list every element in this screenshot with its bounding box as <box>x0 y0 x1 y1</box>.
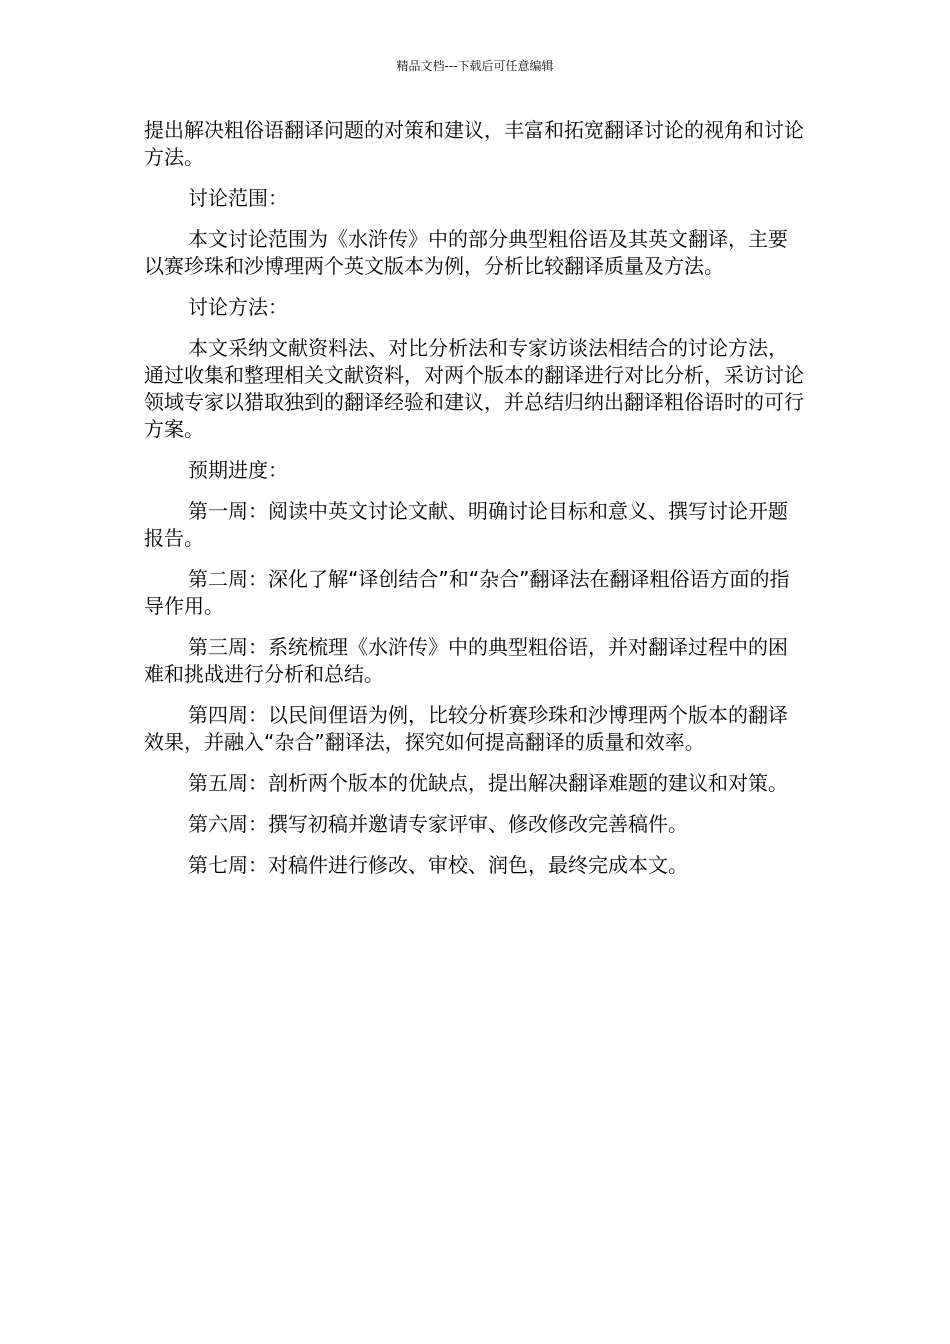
schedule-week-4: 第四周：以民间俚语为例，比较分析赛珍珠和沙博理两个版本的翻译效果，并融入“杂合”翻译法，探究如何提高翻译的质量和效率。 <box>144 703 788 754</box>
section-heading-method: 讨论方法： <box>188 295 288 319</box>
schedule-week-1: 第一周：阅读中英文讨论文献、明确讨论目标和意义、撰写讨论开题报告。 <box>144 499 788 550</box>
paragraph-intro-continuation: 提出解决粗俗语翻译问题的对策和建议，丰富和拓宽翻译讨论的视角和讨论方法。 <box>144 118 804 169</box>
schedule-week-7: 第七周：对稿件进行修改、审校、润色，最终完成本文。 <box>188 853 688 877</box>
document-body <box>144 117 804 879</box>
schedule-week-5: 第五周：剖析两个版本的优缺点，提出解决翻译难题的建议和对策。 <box>188 771 788 795</box>
schedule-week-2: 第二周：深化了解“译创结合”和“杂合”翻译法在翻译粗俗语方面的指导作用。 <box>144 567 790 618</box>
section-heading-schedule: 预期进度： <box>188 458 288 482</box>
schedule-week-3: 第三周：系统梳理《水浒传》中的典型粗俗语，并对翻译过程中的困难和挑战进行分析和总结。 <box>144 635 788 686</box>
paragraph-scope: 本文讨论范围为《水浒传》中的部分典型粗俗语及其英文翻译，主要以赛珍珠和沙博理两个英文版本为例，分析比较翻译质量及方法。 <box>144 227 788 278</box>
section-heading-scope: 讨论范围： <box>188 186 288 210</box>
paragraph-method: 本文采纳文献资料法、对比分析法和专家访谈法相结合的讨论方法，通过收集和整理相关文献资料，对两个版本的翻译进行对比分析，采访讨论领域专家以猎取独到的翻译经验和建议，并总结归纳出翻译粗俗语时的可行方案。 <box>144 336 804 441</box>
page-header: 精品文档---下载后可任意编辑 <box>396 59 554 73</box>
schedule-week-6: 第六周：撰写初稿并邀请专家评审、修改修改完善稿件。 <box>188 812 688 836</box>
